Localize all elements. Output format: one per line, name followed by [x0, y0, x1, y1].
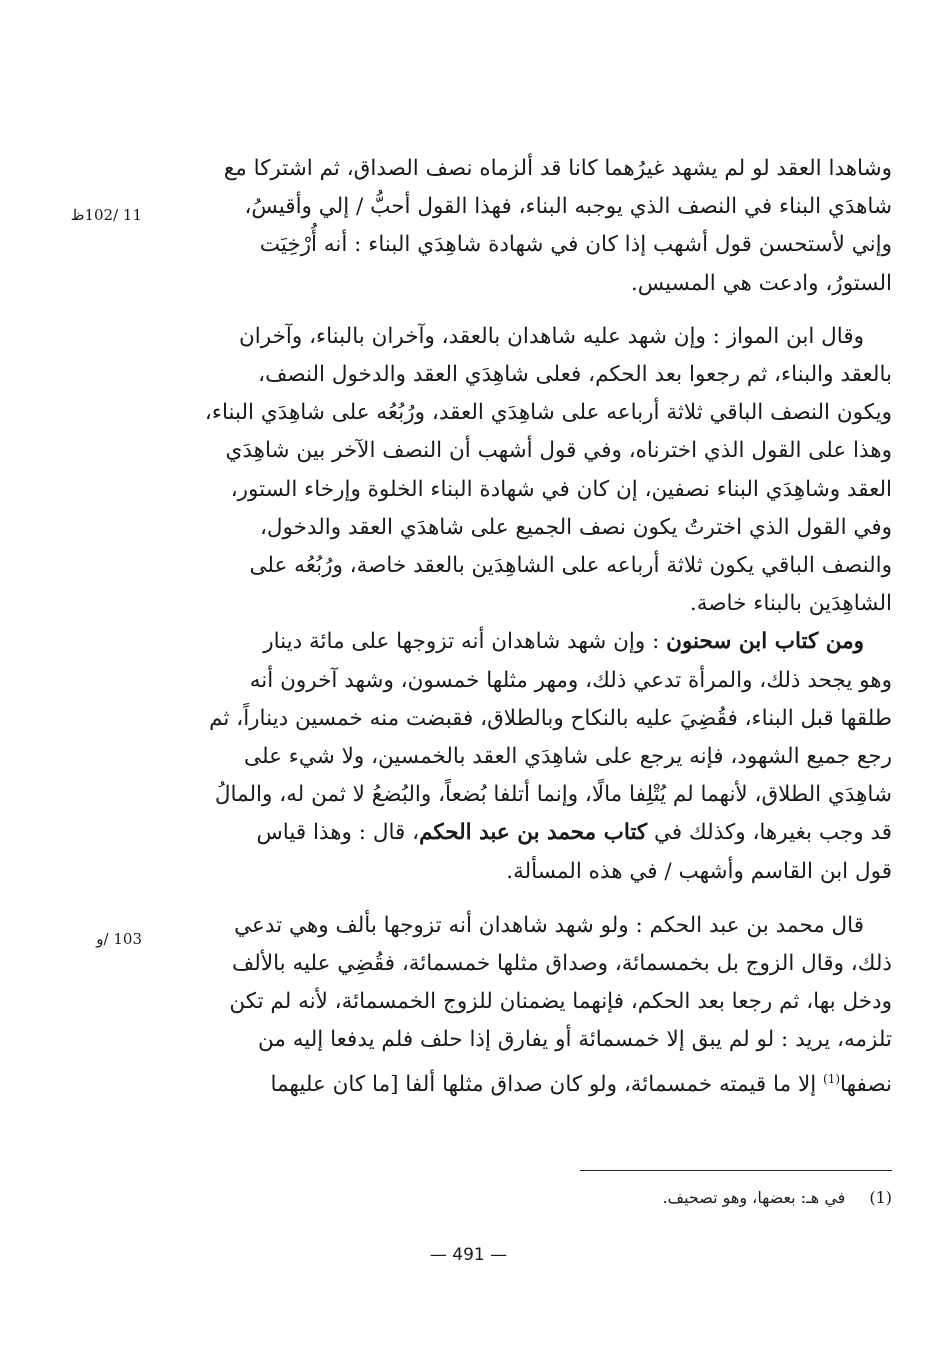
text-span: إلا ما قيمته خمسمائة، ولو كان صداق مثلها ألفا [ما كان عليهما — [270, 1071, 824, 1097]
text-line: شاهِدَي الطلاق، لأنهما لم يُتْلِفا مالًا، وإنما أتلفا بُضعاً، والبُضعُ لا ثمن له، والمالُ — [214, 782, 892, 808]
text-line: ويكون النصف الباقي ثلاثة أرباعه على شاهِدَي العقد، ورُبُعُه على شاهِدَي البناء، — [204, 400, 892, 426]
text-line: وإني لأستحسن قول أشهب إذا كان في شهادة شاهِدَي البناء : أنه أُرْخِيَت — [259, 232, 892, 258]
text-line: ودخل بها، ثم رجعا بعد الحكم، فإنهما يضمنان للزوج الخمسمائة، لأنه لم تكن — [229, 989, 892, 1015]
footnote-ref: (1) — [823, 1071, 841, 1086]
source-title-ibn-sahnun: ومن كتاب ابن سحنون — [666, 629, 864, 655]
text-span: : وإن شهد شاهدان أنه تزوجها على مائة دينار — [263, 629, 667, 655]
margin-note-folio-102: 11 /102ظ — [70, 206, 142, 224]
text-line: رجع جميع الشهود، فإنه يرجع على شاهِدَي العقد بالخمسين، ولا شيء على — [244, 744, 892, 770]
paragraph-1 — [168, 150, 892, 303]
text-line: بالعقد والبناء، ثم رجعوا بعد الحكم، فعلى شاهِدَي العقد والدخول النصف، — [258, 362, 892, 388]
text-line: وقال ابن المواز : وإن شهد عليه شاهدان بالعقد، وآخران بالبناء، وآخران — [238, 323, 864, 349]
text-line: والنصف الباقي يكون ثلاثة أرباعه على الشاهِدَين بالعقد خاصة، ورُبُعُه على — [249, 553, 892, 579]
text-line — [168, 1060, 892, 1104]
footnote-separator — [580, 1170, 892, 1171]
text-span: قد وجب بغيرها، وكذلك في — [647, 820, 892, 846]
footnote — [420, 1188, 892, 1207]
main-text — [168, 150, 892, 1104]
text-span: نصفها — [840, 1071, 892, 1097]
text-line: وفي القول الذي اخترتُ يكون نصف الجميع على شاهدَي العقد والدخول، — [259, 514, 892, 540]
text-line — [168, 623, 892, 661]
text-line: تلزمه، يريد : لو لم يبق إلا خمسمائة أو يفارق إذا حلف فلم يدفعا إليه من — [258, 1027, 892, 1053]
text-line: ذلك، وقال الزوج بل بخمسمائة، وصداق مثلها خمسمائة، فقُضِي عليه بالألف — [232, 951, 892, 977]
text-line: شاهدَي البناء في النصف الذي يوجبه البناء، فهذا القول أحبُّ / إلي وأقيسُ، — [244, 194, 892, 220]
text-line: الستورُ، وادعت هي المسيس. — [630, 270, 892, 296]
text-line: قول ابن القاسم وأشهب / في هذه المسألة. — [506, 858, 892, 884]
source-title-ibn-abd-al-hakam: كتاب محمد بن عبد الحكم — [419, 820, 648, 846]
footnote-number: (1) — [869, 1188, 892, 1207]
text-line: وهذا على القول الذي اخترناه، وفي قول أشهب أن النصف الآخر بين شاهِدَي — [225, 438, 892, 464]
page-number: — 491 — — [429, 1245, 508, 1265]
text-line: الشاهِدَين بالبناء خاصة. — [689, 591, 892, 617]
margin-note-folio-103: 103 /و — [96, 930, 142, 948]
text-line: قال محمد بن عبد الحكم : ولو شهد شاهدان أنه تزوجها بألف وهي تدعي — [234, 912, 864, 938]
text-line — [168, 814, 892, 852]
text-span: ، قال : وهذا قياس — [256, 820, 420, 846]
footnote-text: في هـ: بعضها، وهو تصحيف. — [662, 1188, 846, 1207]
text-line: طلقها قبل البناء، فقُضِيَ عليه بالنكاح وبالطلاق، فقبضت منه خمسين ديناراً، ثم — [209, 705, 892, 731]
paragraph-3 — [168, 623, 892, 890]
text-line: العقد وشاهِدَي البناء نصفين، إن كان في شهادة البناء الخلوة وإرخاء الستور، — [230, 476, 892, 502]
text-line: وهو يجحد ذلك، والمرأة تدعي ذلك، ومهر مثلها خمسون، وشهد آخرون أنه — [249, 667, 892, 693]
paragraph-4 — [168, 907, 892, 1104]
text-line: وشاهدا العقد لو لم يشهد غيرُهما كانا قد ألزماه نصف الصداق، ثم اشتركا مع — [223, 156, 892, 181]
paragraph-2 — [168, 318, 892, 624]
